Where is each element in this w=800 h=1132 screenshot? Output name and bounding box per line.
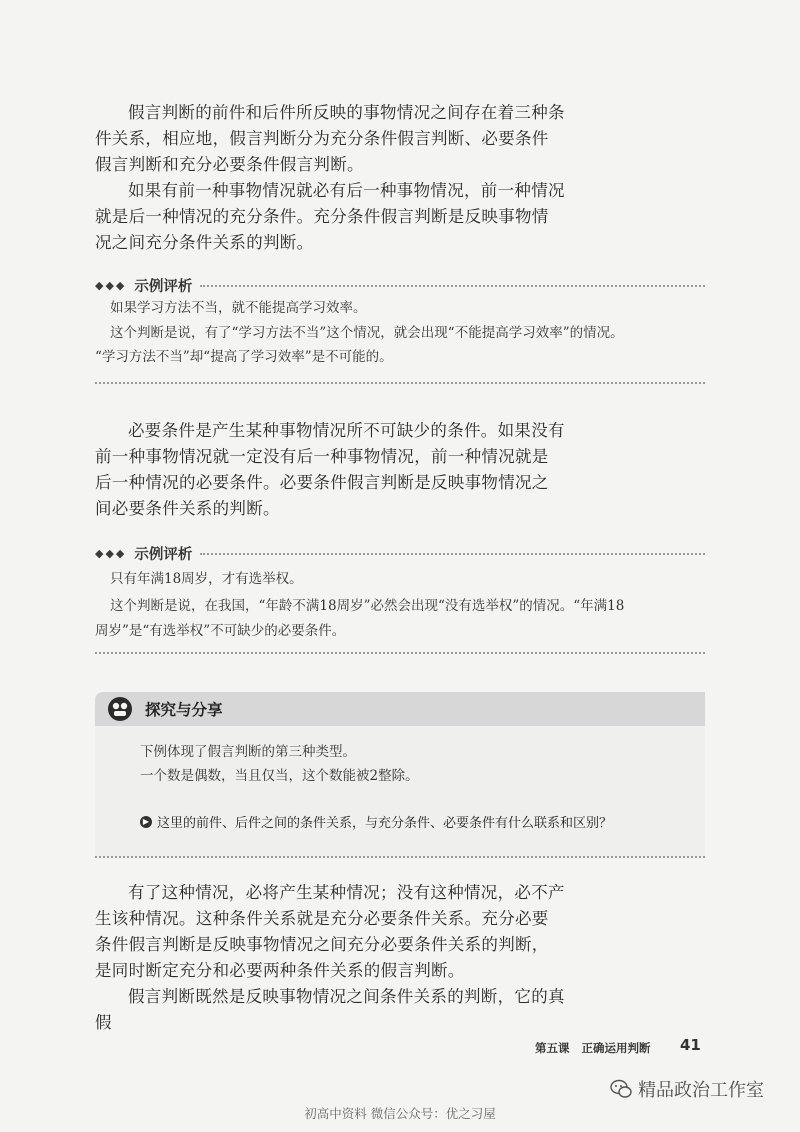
chapter-title: 正确运用判断 (581, 1041, 651, 1055)
lesson-number: 第五课 (535, 1041, 570, 1055)
dotted-divider (200, 285, 705, 287)
example-header-2 (95, 542, 705, 564)
wechat-icon (610, 1079, 632, 1099)
explore-share-header (95, 692, 705, 726)
example-explanation-line: 周岁”是“有选举权”不可缺少的必要条件。 (95, 623, 346, 639)
watermark (610, 1076, 764, 1102)
question-text: 这里的前件、后件之间的条件关系，与充分条件、必要条件有什么联系和区别？ (157, 816, 613, 831)
explore-share-bottom-divider (95, 856, 705, 858)
example-title: 示例评析 (134, 546, 193, 563)
example-bottom-divider (95, 382, 705, 384)
example-bottom-divider (95, 652, 705, 654)
example-explanation-line: 这个判断是说，在我国，“年龄不满18周岁”必然会出现“没有选举权”的情况。“年满18 (110, 598, 625, 614)
paragraph-truth-value: 假言判断既然是反映事物情况之间条件关系的判断，它的真假 (95, 987, 565, 1032)
explore-share-example: 一个数是偶数，当且仅当，这个数能被2整除。 (140, 768, 419, 784)
paragraph-hypothetical-types: 假言判断的前件和后件所反映的事物情况之间存在着三种条件关系，相应地，假言判断分为充分条件假言判断、必要条件假言判断和充分必要条件假言判断。 (95, 103, 565, 174)
example-header-1 (95, 274, 705, 296)
example-explanation-line: “学习方法不当”却“提高了学习效率”是不可能的。 (95, 349, 393, 365)
paragraph-sufficient-condition: 如果有前一种事物情况就必有后一种事物情况，前一种情况就是后一种情况的充分条件。充分条件假言判断是反映事物情况之间充分条件关系的判断。 (95, 181, 565, 252)
example-sentence: 如果学习方法不当，就不能提高学习效率。 (110, 300, 367, 316)
arrow-right-icon: ▶ (140, 816, 152, 828)
example-sentence: 只有年满18周岁，才有选举权。 (110, 571, 303, 587)
paragraph-necessary-condition: 必要条件是产生某种事物情况所不可缺少的条件。如果没有前一种事物情况就一定没有后一种事物情况，前一种情况就是后一种情况的必要条件。必要条件假言判断是反映事物情况之间必要条件关系的判断。 (95, 421, 565, 518)
explore-share-title: 探究与分享 (145, 701, 223, 719)
paragraph-sufficient-necessary: 有了这种情况，必将产生某种情况；没有这种情况，必不产生该种情况。这种条件关系就是充分必要条件关系。充分必要条件假言判断是反映事物情况之间充分必要条件关系的判断，是同时断定充分和必要两种条件关系的假言判断。 (95, 883, 565, 980)
diamond-bullets-icon: ◆◆◆ (95, 546, 127, 560)
watermark-text: 精品政治工作室 (638, 1080, 764, 1101)
puzzle-icon (105, 694, 135, 724)
dotted-divider (200, 553, 705, 555)
explore-share-question (140, 812, 612, 831)
running-footer (535, 1040, 651, 1056)
example-title: 示例评析 (134, 278, 193, 295)
diamond-bullets-icon: ◆◆◆ (95, 278, 127, 292)
page-number: 41 (680, 1036, 701, 1054)
explore-share-intro: 下例体现了假言判断的第三种类型。 (140, 744, 356, 760)
bottom-caption: 初高中资料 微信公众号：优之习屋 (304, 1106, 496, 1121)
example-explanation-line: 这个判断是说，有了“学习方法不当”这个情况，就会出现“不能提高学习效率”的情况。 (110, 325, 624, 341)
